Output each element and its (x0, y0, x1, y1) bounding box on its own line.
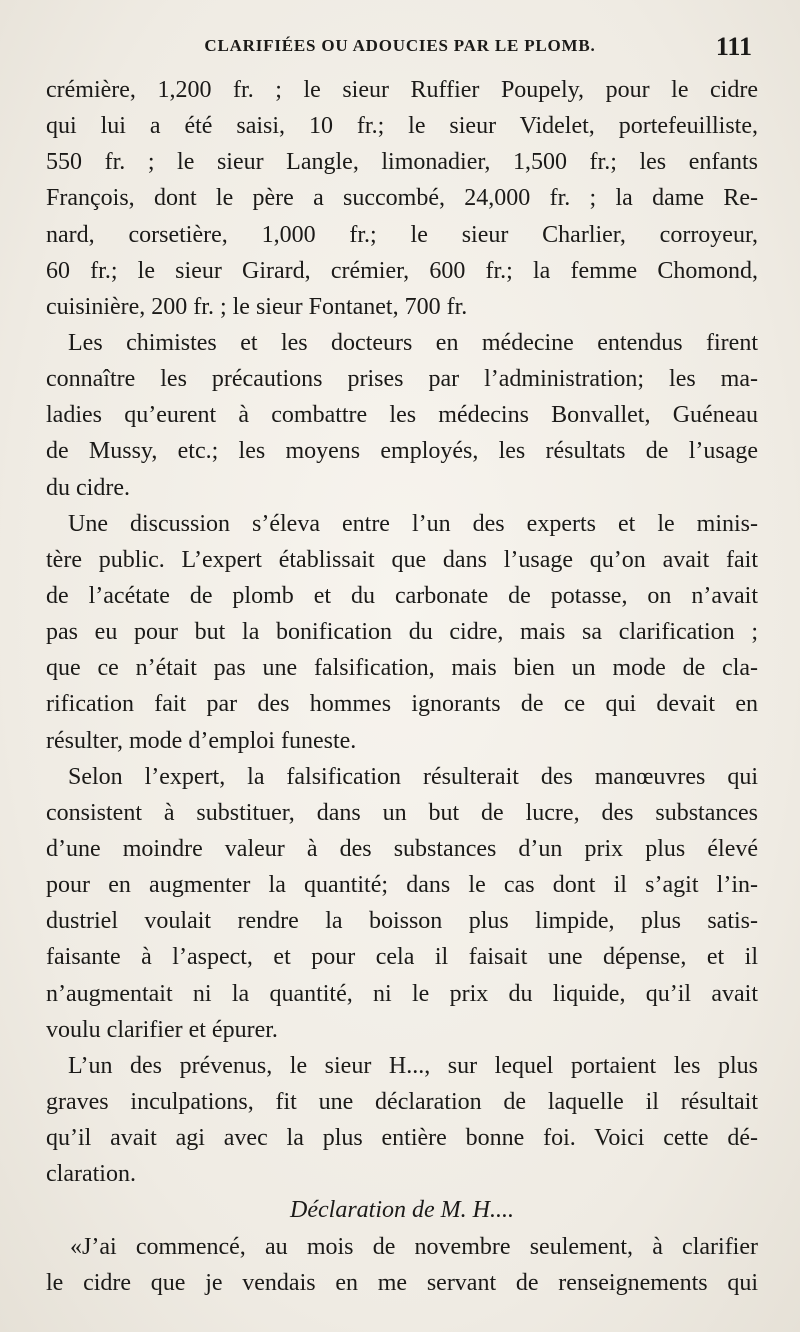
text-line: graves inculpations, fit une déclaration de laquelle il résultait (46, 1088, 758, 1115)
text-line: tère public. L’expert établissait que dans l’usage qu’on avait fait (46, 546, 758, 573)
section-heading: Déclaration de M. H.... (290, 1197, 514, 1224)
text-line: de l’acétate de plomb et du carbonate de potasse, on n’avait (46, 582, 758, 609)
text-line: rification fait par des hommes ignorants de ce qui devait en (46, 691, 758, 718)
text-line: voulu clarifier et épurer. (46, 1016, 278, 1043)
text-line: nard, corsetière, 1,000 fr.; le sieur Charlier, corroyeur, (46, 221, 758, 248)
text-line: Une discussion s’éleva entre l’un des experts et le minis- (68, 510, 758, 537)
text-line: dustriel voulait rendre la boisson plus limpide, plus satis- (46, 908, 758, 935)
running-head: CLARIFIÉES OU ADOUCIES PAR LE PLOMB. (204, 36, 596, 55)
text-line: claration. (46, 1161, 136, 1188)
text-line: consistent à substituer, dans un but de lucre, des substances (46, 799, 758, 826)
text-line: résulter, mode d’emploi funeste. (46, 727, 357, 754)
text-line: cuisinière, 200 fr. ; le sieur Fontanet, 700 fr. (46, 293, 468, 320)
text-line: de Mussy, etc.; les moyens employés, les résultats de l’usage (46, 438, 758, 465)
text-line: 60 fr.; le sieur Girard, crémier, 600 fr.; la femme Chomond, (46, 257, 758, 284)
text-line: que ce n’était pas une falsification, mais bien un mode de cla- (46, 655, 758, 682)
text-line: Les chimistes et les docteurs en médecine entendus firent (68, 329, 758, 356)
text-line: qui lui a été saisi, 10 fr.; le sieur Videlet, portefeuilliste, (46, 113, 758, 140)
text-line: d’une moindre valeur à des substances d’un prix plus élevé (46, 835, 758, 862)
text-line: François, dont le père a succombé, 24,000 fr. ; la dame Re- (46, 185, 758, 212)
text-line: n’augmentait ni la quantité, ni le prix du liquide, qu’il avait (46, 980, 758, 1007)
page-header (40, 30, 760, 70)
text-line: L’un des prévenus, le sieur H..., sur lequel portaient les plus (68, 1052, 758, 1079)
text-line: pas eu pour but la bonification du cidre, mais sa clarification ; (46, 619, 758, 646)
text-line: faisante à l’aspect, et pour cela il faisait une dépense, et il (46, 944, 758, 971)
text-line: crémière, 1,200 fr. ; le sieur Ruffier Poupely, pour le cidre (46, 77, 758, 103)
text-line: connaître les précautions prises par l’administration; les ma- (46, 366, 758, 393)
text-line: qu’il avait agi avec la plus entière bonne foi. Voici cette dé- (46, 1125, 758, 1152)
text-line: ladies qu’eurent à combattre les médecins Bonvallet, Guéneau (46, 402, 758, 429)
text-line: du cidre. (46, 474, 130, 501)
text-line: 550 fr. ; le sieur Langle, limonadier, 1,500 fr.; les enfants (46, 149, 758, 176)
text-line: pour en augmenter la quantité; dans le cas dont il s’agit l’in- (46, 872, 758, 899)
page-number: 111 (715, 32, 752, 61)
body-text (46, 72, 758, 1301)
text-line: Selon l’expert, la falsification résulterait des manœuvres qui (68, 763, 758, 790)
text-line: le cidre que je vendais en me servant de renseignements qui (46, 1269, 758, 1296)
text-line: «J’ai commencé, au mois de novembre seulement, à clarifier (70, 1233, 758, 1260)
